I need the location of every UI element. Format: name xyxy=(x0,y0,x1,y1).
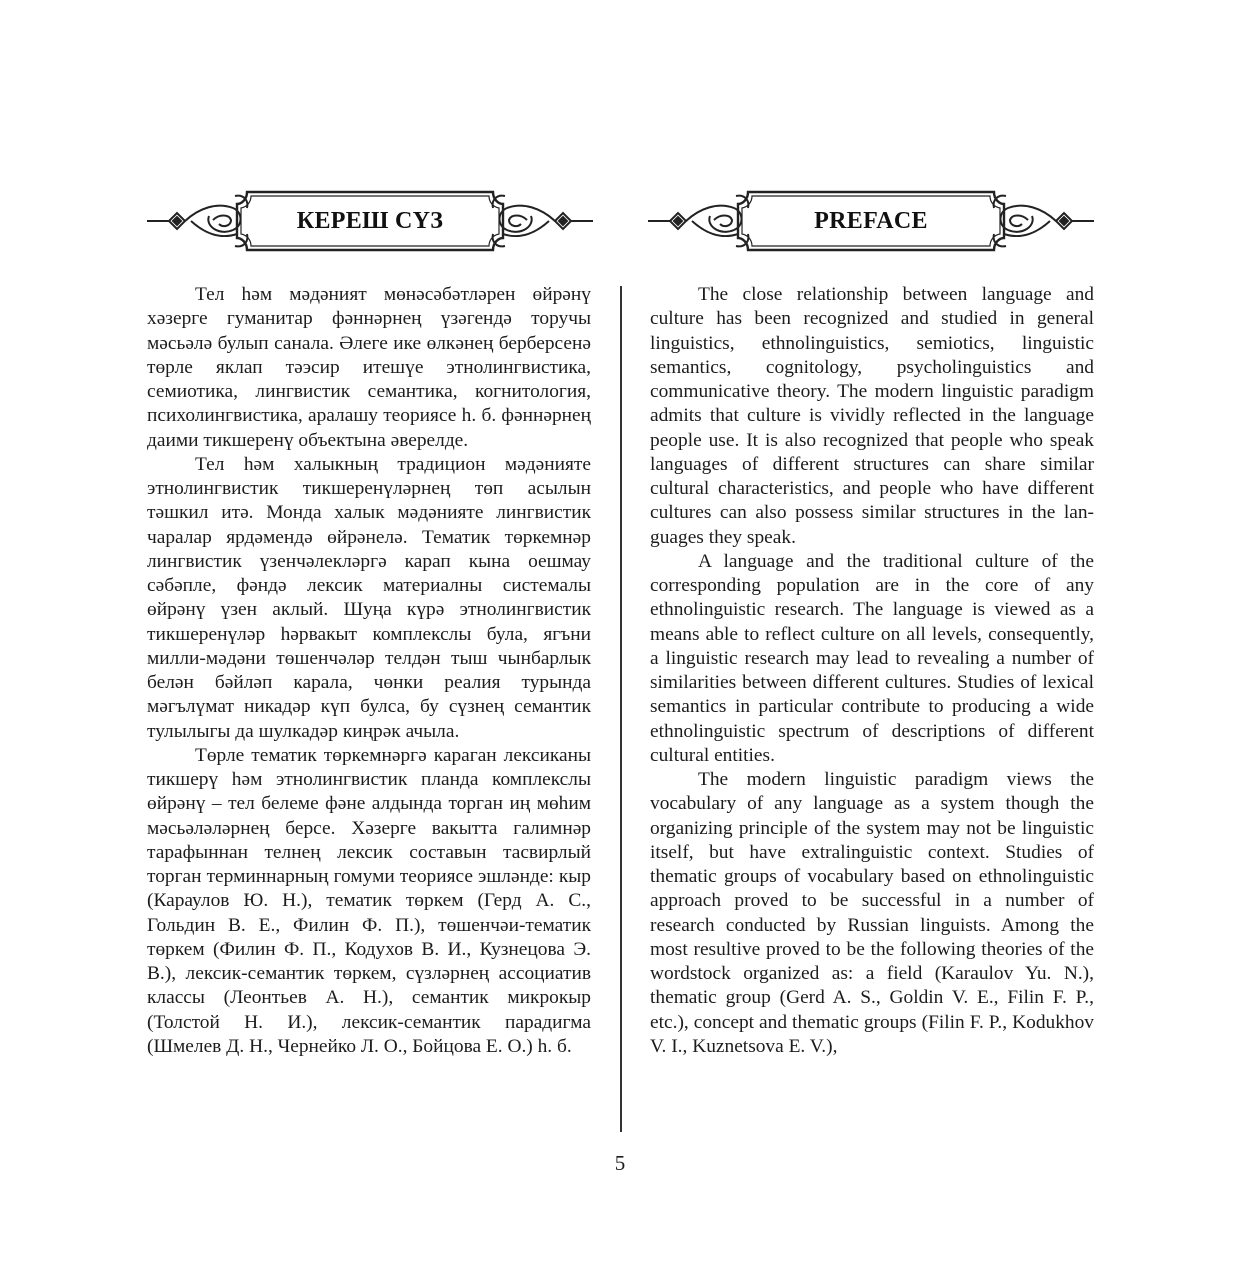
ornamental-title-banner-right xyxy=(648,186,1094,256)
english-text-column xyxy=(650,283,1094,1059)
paragraph: Төрле тематик төркемнәргә караган лексиканы тикшерү һәм этнолингвистик планда комплекслы өйрәнү – тел белеме фәне алдында торган иң мөһим мәсьәләләрнең берсе. Хәзерге вакытта галимнәр тарафыннан телнең лексик составын тасвирлый торган терминнарның гомуми теориясе эшләнде: кыр (Караулов Ю. Н.), тематик төркем (Герд А. С., Гольдин В. Е., Филин Ф. П.), төшенчәи-тематик төркем (Филин Ф. П., Кодухов В. И., Кузнецова Э. В.), лексик-семантик төркем, сүзләрнең ассоциатив классы (Леонтьев А. Н.), семантик микрокыр (Толстой Н. И.), лексик-семантик парадигма (Шмелев Д. Н., Чернейко Л. О., Бойцова Е. О.) һ. б. xyxy=(147,744,591,1057)
section-title-english: PREFACE xyxy=(814,208,928,234)
tatar-text-column xyxy=(147,283,591,1059)
section-title-tatar: КЕРЕШ СҮЗ xyxy=(296,208,444,234)
paragraph: A language and the traditional culture of the corresponding population are in the core of any ethnolinguistic research. The language is viewed as a means able to reflect culture on all levels, consequently, a linguistic research may lead to revealing a number of similarities between different cultures. Studies of lexical semantics in particular contribute to producing a wide ethnolinguistic spectrum of descriptions of different cultural entities. xyxy=(650,550,1094,766)
paragraph: Тел һәм халыкның традицион мәдәнияте этнолингвистик тикшеренүләрнең төп асылын тәшкил итә. Монда халык мәдәнияте лингвистик чаралар ярдәмендә өйрәнелә. Тематик төркемнәр лингвистик үзенчәлекләргә карап кына оешмау сәбәпле, фәндә лексик материалны системалы өйрәнү үзен аклый. Шуңа күрә этнолингвистик тикшеренүләр һәрвакыт комплекслы була, ягъни милли-мәдәни төшенчәләр телдән тыш чынбарлык белән бәйләп карала, чөнки реалия турында мәгълүмат никадәр күп булса, бу сүзнең семантик тулылыгы да шулкадәр киңрәк ачыла. xyxy=(147,453,591,742)
column-divider xyxy=(620,286,622,1132)
paragraph: The modern linguistic paradigm views the vocabulary of any language as a system though the organizing principle of the system may not be linguistic itself, but have extralinguistic context. Studies of thematic groups of vocabulary based on ethnolinguistic approach proved to be successful in a number of research conducted by Russian linguists. Among the most resultive proved to be the following theories of the wordstock organized as: a field (Karaulov Yu. N.), thematic group (Gerd A. S., Goldin V. E., Filin F. P., etc.), concept and thematic groups (Filin F. P., Kodukhov V. I., Kuznetsova E. V.), xyxy=(650,769,1094,1057)
page-number: 5 xyxy=(614,1151,626,1175)
paragraph: The close relationship between language and culture has been recognized and studied in general linguistics, ethnolinguistics, semiotics, linguistic semantics, cognitology, psycholinguistics and communicative theory. The modern linguistic paradigm admits that culture is vividly reflected in the language people use. It is also recognized that people who speak languages of different structures can share similar cultural characteristics, and people who have different cultures can also possess similar structures in the languages they speak. xyxy=(650,284,1094,548)
paragraph: Тел һәм мәдәният мөнәсәбәтләрен өйрәнү хәзерге гуманитар фәннәрнең үзәгендә торучы мәсьәлә булып санала. Әлеге ике өлкәнең берберсенә төрле яклап тәэсир итешүе этнолингвистика, семиотика, лингвистик семантика, когнитология, психолингвистика, аралашу теориясе һ. б. фәннәрнең даими тикшеренү объектына әверелде. xyxy=(147,284,591,451)
ornamental-title-banner-left xyxy=(147,186,593,256)
